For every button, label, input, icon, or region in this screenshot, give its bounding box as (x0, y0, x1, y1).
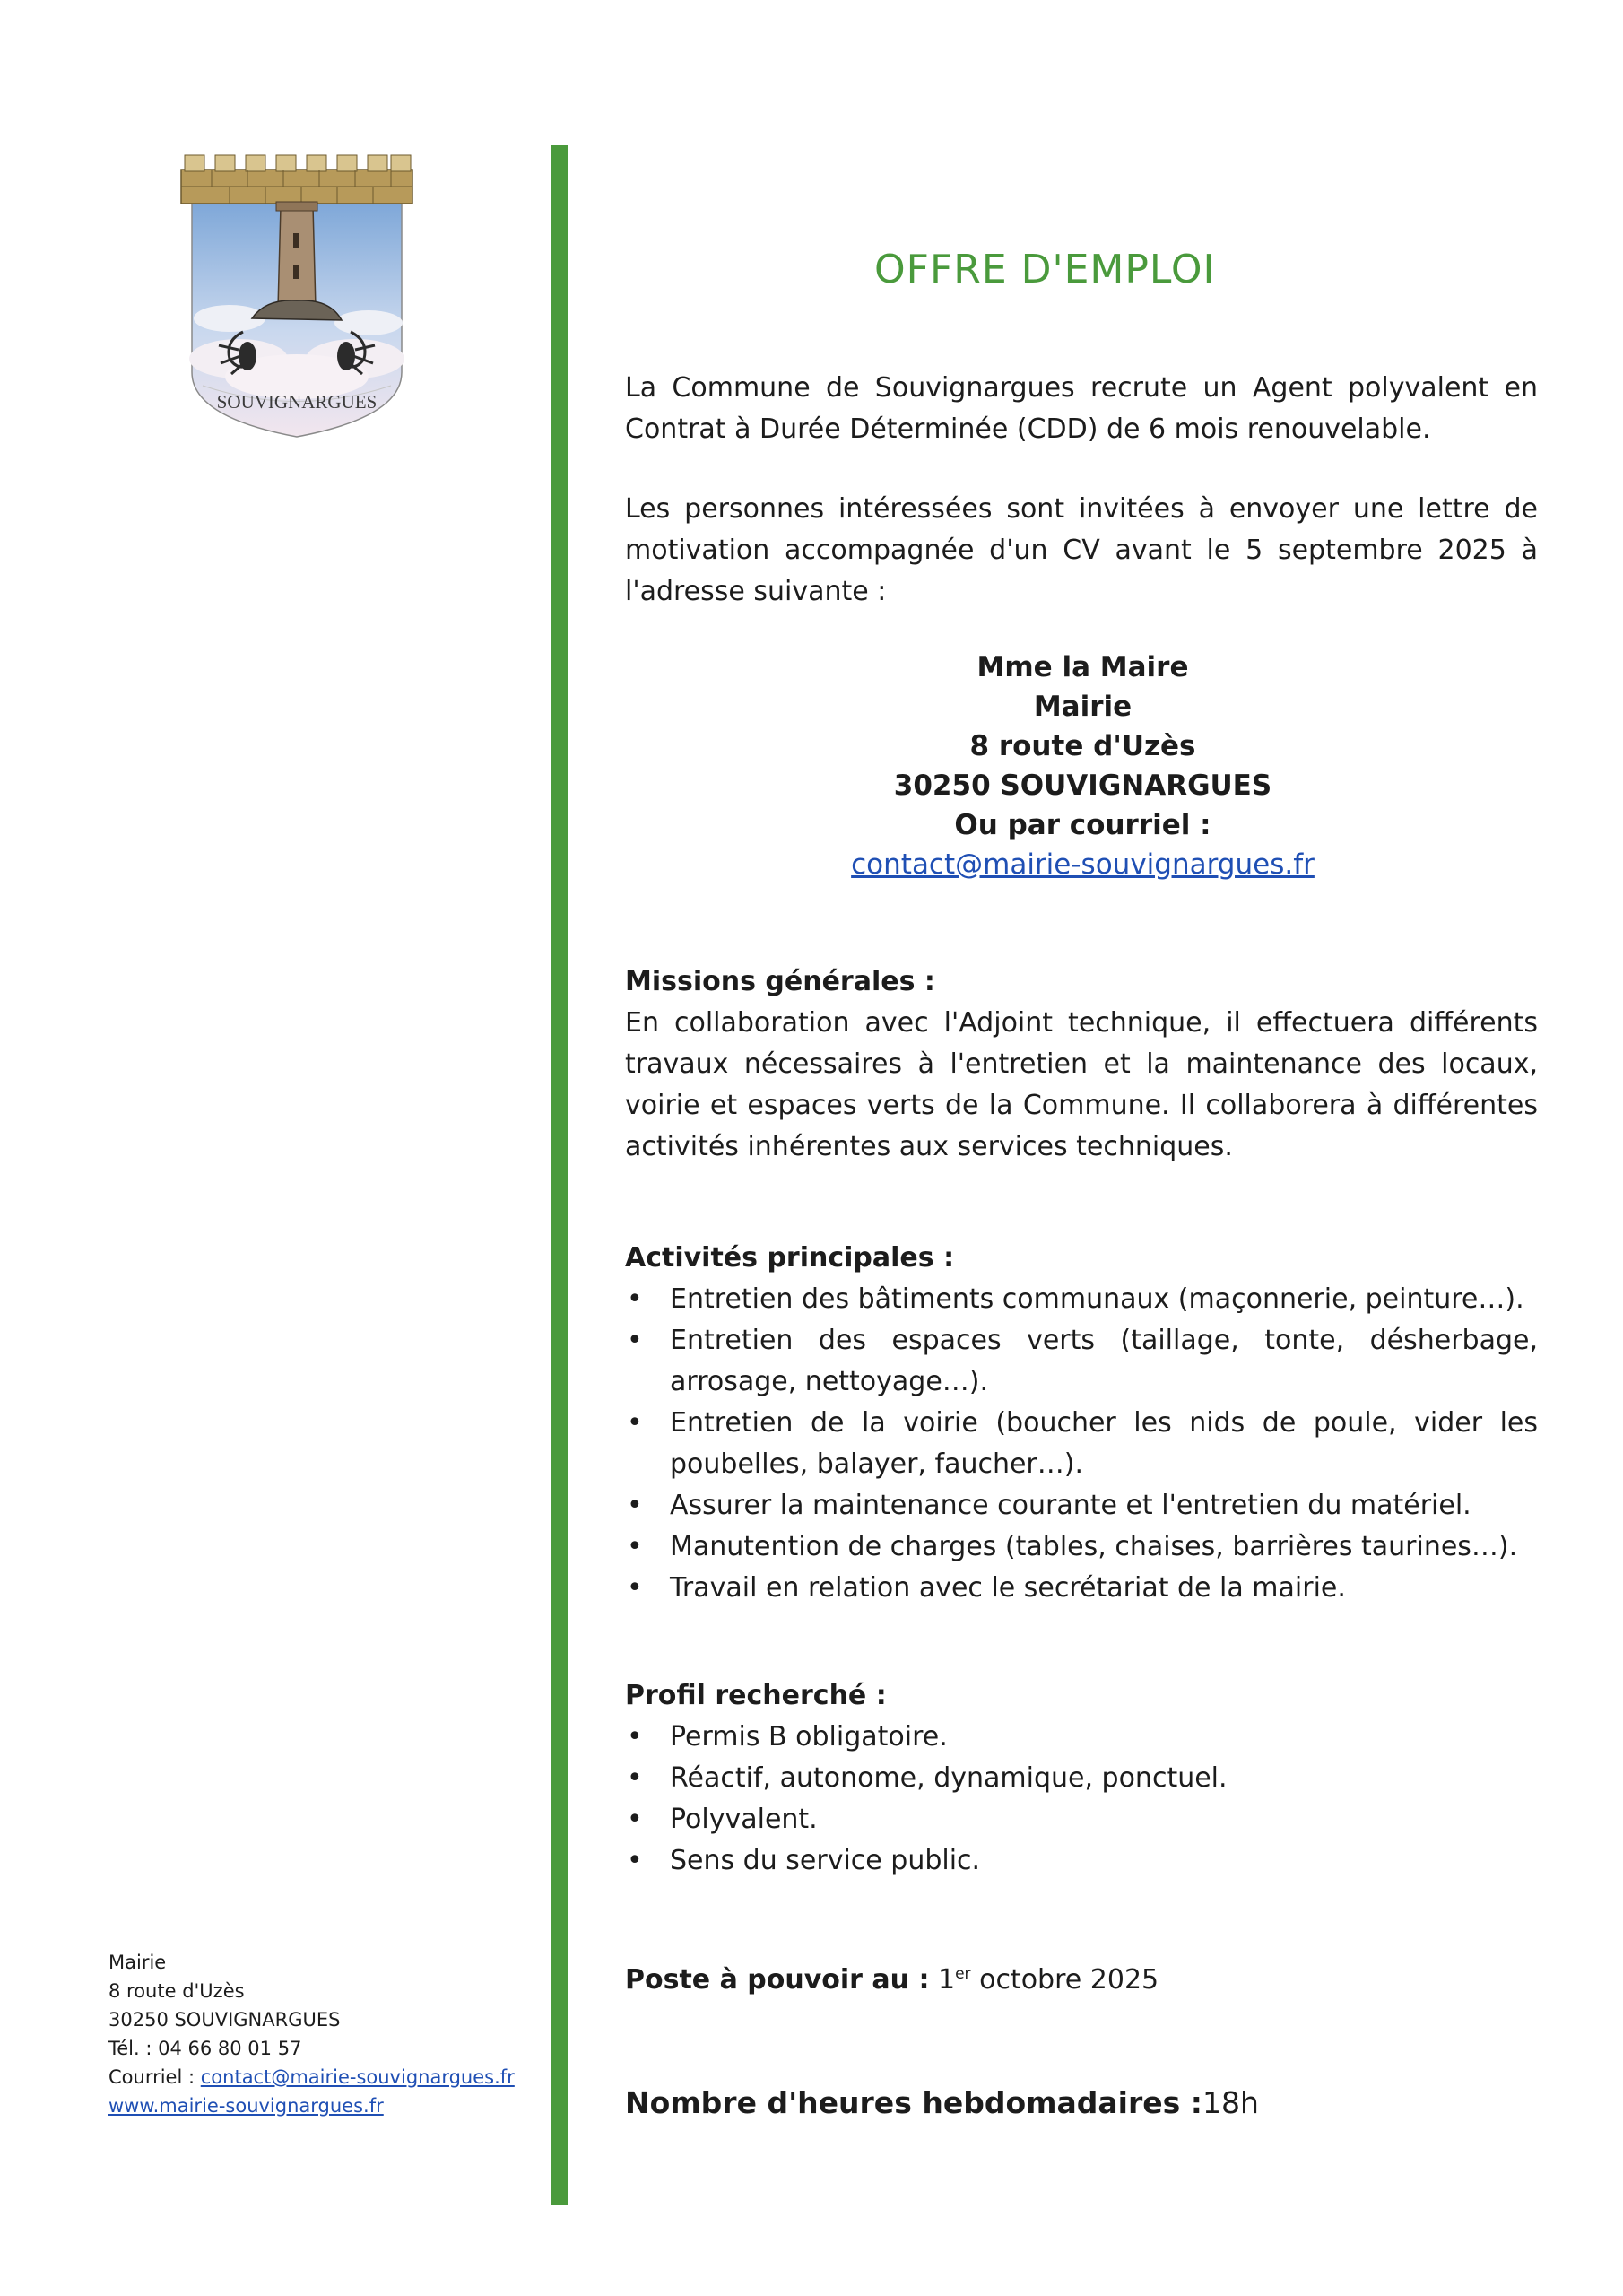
list-item: • Réactif, autonome, dynamique, ponctuel. (625, 1758, 1538, 1799)
list-item: • Travail en relation avec le secrétariat de la mairie. (625, 1568, 1538, 1609)
start-date-sup: er (955, 1965, 971, 1983)
weekly-hours-label: Nombre d'heures hebdomadaires : (625, 2085, 1202, 2120)
instructions-paragraph: Les personnes intéressées sont invitées à envoyer une lettre de motivation accompagnée d'un CV avant le 5 septembre 2025 à l'adresse suivante : (625, 493, 1538, 607)
start-date-day: 1 (938, 1964, 956, 1996)
weekly-hours-line (625, 2083, 1538, 2124)
green-divider-bar (551, 145, 568, 2205)
activities-list (625, 1279, 1538, 1609)
profile-section (625, 1675, 1538, 1882)
footer-city: 30250 SOUVIGNARGUES (108, 2009, 341, 2031)
start-date-rest: octobre 2025 (979, 1964, 1159, 1996)
missions-section (625, 961, 1538, 1168)
profile-list (625, 1717, 1538, 1882)
start-date-line (625, 1953, 1538, 2001)
weekly-hours-value: 18h (1202, 2085, 1259, 2120)
list-item: • Entretien de la voirie (boucher les nids de poule, vider les poubelles, balayer, faucher…). (625, 1403, 1538, 1485)
address-mairie: Mairie (1033, 691, 1133, 723)
profile-title: Profil recherché : (625, 1680, 887, 1711)
list-item: • Permis B obligatoire. (625, 1717, 1538, 1758)
address-street: 8 route d'Uzès (969, 730, 1196, 762)
footer-website-link[interactable]: www.mairie-souvignargues.fr (108, 2095, 384, 2117)
list-item: • Sens du service public. (625, 1840, 1538, 1882)
list-item: • Entretien des bâtiments communaux (maçonnerie, peinture…). (625, 1279, 1538, 1320)
souvignargues-crest-logo (176, 148, 418, 444)
list-item: • Assurer la maintenance courante et l'entretien du matériel. (625, 1485, 1538, 1526)
address-city: 30250 SOUVIGNARGUES (893, 770, 1272, 802)
contact-address-block (753, 648, 1412, 884)
footer-street: 8 route d'Uzès (108, 1980, 245, 2002)
missions-title: Missions générales : (625, 966, 935, 997)
list-item: • Manutention de charges (tables, chaises, barrières taurines…). (625, 1526, 1538, 1568)
crest-motto: SOUVIGNARGUES (216, 391, 378, 413)
intro-paragraph: La Commune de Souvignargues recrute un Agent polyvalent en Contrat à Durée Déterminée (CDD) de 6 mois renouvelable. (625, 372, 1538, 445)
page-title: OFFRE D'EMPLOI (874, 247, 1216, 292)
missions-text: En collaboration avec l'Adjoint technique, il effectuera différents travaux nécessaires à l'entretien et la maintenance des locaux, voirie et espaces verts de la Commune. Il collaborera à différentes activités inhérentes aux services techniques. (625, 1007, 1538, 1162)
footer-email-row (108, 2063, 515, 2092)
address-email-link[interactable]: contact@mairie-souvignargues.fr (851, 848, 1315, 881)
start-date-label: Poste à pouvoir au : (625, 1964, 930, 1996)
footer-phone: Tél. : 04 66 80 01 57 (108, 2038, 302, 2059)
footer-email-label: Courriel : (108, 2066, 195, 2088)
footer-contact (108, 1948, 515, 2120)
list-item: • Entretien des espaces verts (taillage, tonte, désherbage, arrosage, nettoyage…). (625, 1320, 1538, 1403)
list-item: • Polyvalent. (625, 1799, 1538, 1840)
footer-mairie: Mairie (108, 1952, 167, 1973)
activities-section (625, 1238, 1538, 1609)
activities-title: Activités principales : (625, 1242, 955, 1274)
address-email-label: Ou par courriel : (954, 809, 1211, 841)
footer-email-link[interactable]: contact@mairie-souvignargues.fr (200, 2066, 515, 2088)
address-recipient: Mme la Maire (976, 651, 1189, 683)
